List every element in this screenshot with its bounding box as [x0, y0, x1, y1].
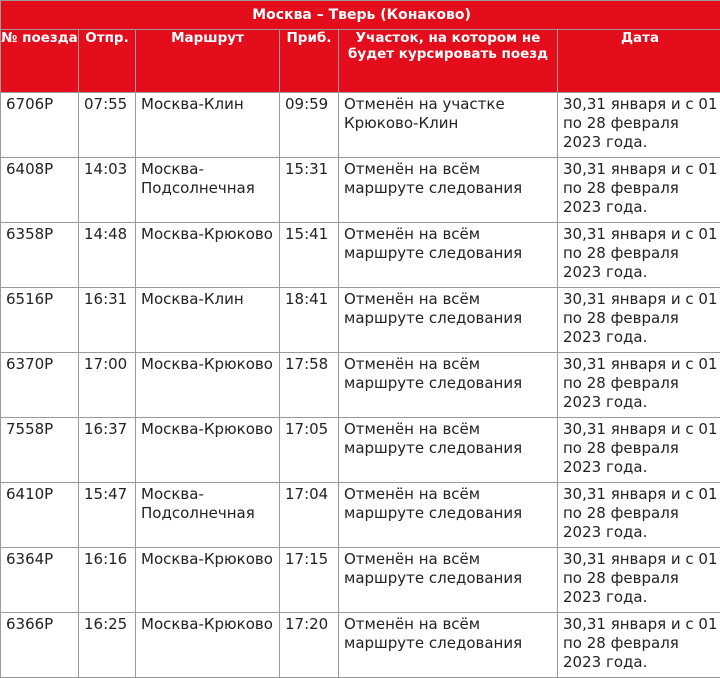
header-date: Дата — [558, 30, 720, 93]
cell-date: 30,31 января и с 01 по 28 февраля 2023 года. — [558, 418, 720, 483]
cell-route: Москва-Клин — [136, 288, 280, 353]
cell-departure: 14:48 — [79, 223, 136, 288]
cell-train-no: 6410Р — [1, 483, 79, 548]
cell-train-no: 6370Р — [1, 353, 79, 418]
cell-departure: 17:00 — [79, 353, 136, 418]
cell-departure: 14:03 — [79, 158, 136, 223]
header-train-no: № поезда — [1, 30, 79, 93]
cell-date: 30,31 января и с 01 по 28 февраля 2023 года. — [558, 483, 720, 548]
cell-train-no: 7558Р — [1, 418, 79, 483]
cell-route: Москва-Крюково — [136, 223, 280, 288]
table-row — [1, 548, 720, 613]
table-title: Москва – Тверь (Конаково) — [1, 1, 720, 30]
cell-section: Отменён на всём маршруте следования — [339, 158, 558, 223]
header-section: Участок, на котором не будет курсировать поезд — [339, 30, 558, 93]
cell-arrival: 17:05 — [280, 418, 339, 483]
cell-date: 30,31 января и с 01 по 28 февраля 2023 года. — [558, 613, 720, 678]
title-row — [1, 1, 720, 30]
cell-section: Отменён на всём маршруте следования — [339, 548, 558, 613]
cell-train-no: 6358Р — [1, 223, 79, 288]
cell-arrival: 17:20 — [280, 613, 339, 678]
table-row — [1, 288, 720, 353]
cell-departure: 16:31 — [79, 288, 136, 353]
cell-route: Москва-Клин — [136, 93, 280, 158]
cell-section: Отменён на участке Крюково-Клин — [339, 93, 558, 158]
cell-section: Отменён на всём маршруте следования — [339, 223, 558, 288]
cell-date: 30,31 января и с 01 по 28 февраля 2023 года. — [558, 93, 720, 158]
cell-train-no: 6706Р — [1, 93, 79, 158]
cell-route: Москва-Подсолнечная — [136, 158, 280, 223]
cell-arrival: 15:41 — [280, 223, 339, 288]
cell-route: Москва-Крюково — [136, 353, 280, 418]
cell-date: 30,31 января и с 01 по 28 февраля 2023 года. — [558, 548, 720, 613]
cell-date: 30,31 января и с 01 по 28 февраля 2023 года. — [558, 353, 720, 418]
cell-arrival: 15:31 — [280, 158, 339, 223]
cell-train-no: 6516Р — [1, 288, 79, 353]
cell-train-no: 6364Р — [1, 548, 79, 613]
cell-section: Отменён на всём маршруте следования — [339, 288, 558, 353]
cell-departure: 07:55 — [79, 93, 136, 158]
table-row — [1, 613, 720, 678]
cell-route: Москва-Крюково — [136, 418, 280, 483]
header-departure: Отпр. — [79, 30, 136, 93]
cell-route: Москва-Крюково — [136, 548, 280, 613]
cell-departure: 16:37 — [79, 418, 136, 483]
cell-departure: 16:16 — [79, 548, 136, 613]
cell-arrival: 17:15 — [280, 548, 339, 613]
cell-arrival: 09:59 — [280, 93, 339, 158]
header-route: Маршрут — [136, 30, 280, 93]
table-row — [1, 93, 720, 158]
cell-section: Отменён на всём маршруте следования — [339, 483, 558, 548]
cell-date: 30,31 января и с 01 по 28 февраля 2023 года. — [558, 288, 720, 353]
table-row — [1, 353, 720, 418]
cell-section: Отменён на всём маршруте следования — [339, 353, 558, 418]
header-row — [1, 30, 720, 93]
table-row — [1, 418, 720, 483]
cell-route: Москва-Крюково — [136, 613, 280, 678]
cell-date: 30,31 января и с 01 по 28 февраля 2023 года. — [558, 158, 720, 223]
cell-arrival: 17:58 — [280, 353, 339, 418]
cell-route: Москва-Подсолнечная — [136, 483, 280, 548]
cell-section: Отменён на всём маршруте следования — [339, 418, 558, 483]
cell-train-no: 6408Р — [1, 158, 79, 223]
cell-arrival: 18:41 — [280, 288, 339, 353]
cell-section: Отменён на всём маршруте следования — [339, 613, 558, 678]
table-row — [1, 483, 720, 548]
header-arrival: Приб. — [280, 30, 339, 93]
table-row — [1, 223, 720, 288]
cell-departure: 15:47 — [79, 483, 136, 548]
cell-departure: 16:25 — [79, 613, 136, 678]
cell-train-no: 6366Р — [1, 613, 79, 678]
cell-arrival: 17:04 — [280, 483, 339, 548]
cell-date: 30,31 января и с 01 по 28 февраля 2023 года. — [558, 223, 720, 288]
table-row — [1, 158, 720, 223]
